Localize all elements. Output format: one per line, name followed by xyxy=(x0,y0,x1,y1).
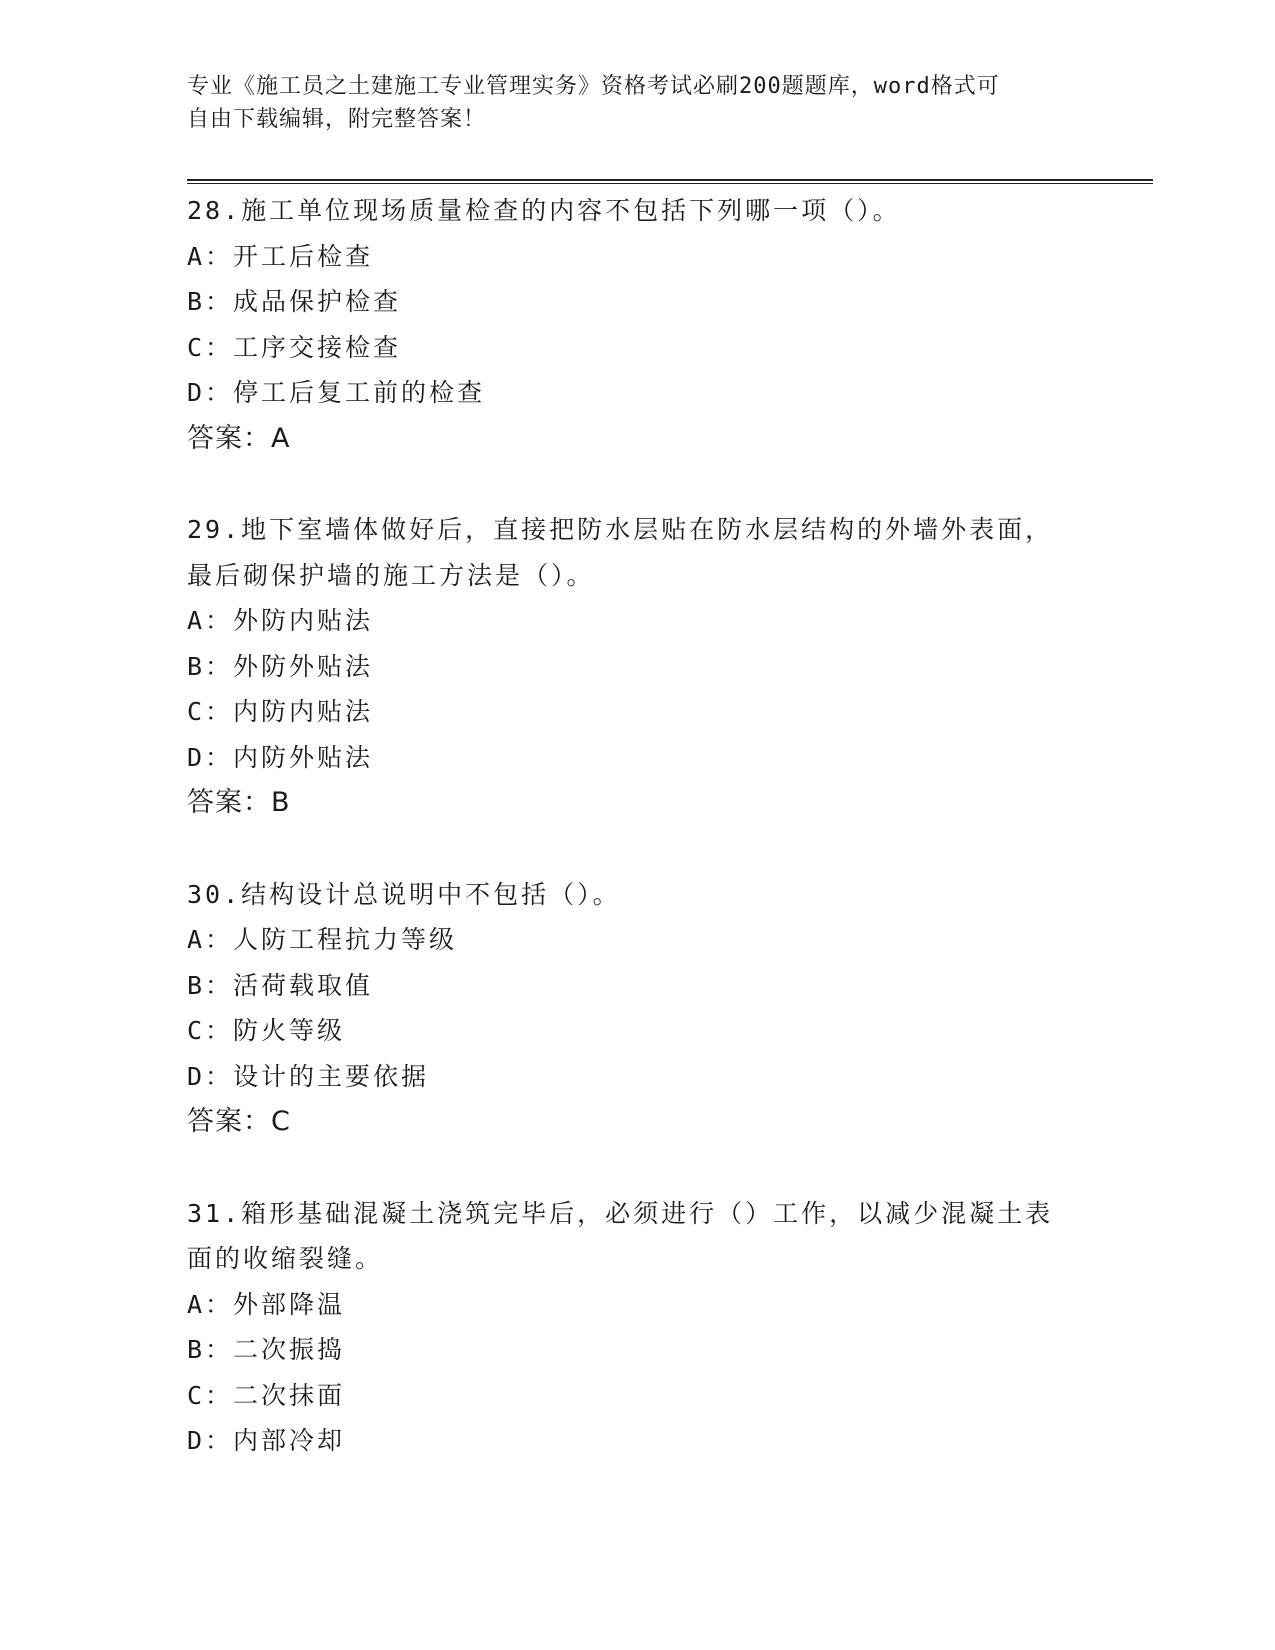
option-d: D：停工后复工前的检查 xyxy=(187,378,486,407)
option-c: C：工序交接检查 xyxy=(187,332,402,362)
question-list xyxy=(187,188,1087,1510)
option-b: B：成品保护检查 xyxy=(187,287,402,316)
question-stem: 30.结构设计总说明中不包括（）。 xyxy=(187,879,621,909)
option-a: A：外部降温 xyxy=(187,1289,346,1319)
header-line-1: 专业《施工员之土建施工专业管理实务》资格考试必刷200题题库，word格式可 xyxy=(187,74,1000,99)
question-30 xyxy=(187,872,1087,1145)
option-c: C：内防内贴法 xyxy=(187,697,374,726)
option-c: C：防火等级 xyxy=(187,1016,346,1045)
answer: 答案：A xyxy=(187,422,291,454)
question-stem: 29.地下室墙体做好后，直接把防水层贴在防水层结构的外墙外表面， xyxy=(187,515,1054,544)
question-31 xyxy=(187,1191,1087,1464)
document-header xyxy=(187,70,1087,136)
question-stem: 28.施工单位现场质量检查的内容不包括下列哪一项（）。 xyxy=(187,196,901,225)
option-d: D：内部冷却 xyxy=(187,1426,346,1455)
question-28 xyxy=(187,188,1087,461)
option-b: B：活荷载取值 xyxy=(187,970,374,1000)
option-c: C：二次抹面 xyxy=(187,1380,346,1410)
option-a: A：人防工程抗力等级 xyxy=(187,925,458,954)
header-divider-thick xyxy=(187,179,1153,181)
question-29 xyxy=(187,507,1087,826)
option-a: A：开工后检查 xyxy=(187,241,374,271)
answer: 答案：C xyxy=(187,1106,291,1137)
option-b: B：外防外贴法 xyxy=(187,651,374,681)
option-d: D：内防外贴法 xyxy=(187,742,374,772)
header-line-2: 自由下载编辑，附完整答案！ xyxy=(187,107,487,132)
question-stem-continued: 面的收缩裂缝。 xyxy=(187,1244,384,1273)
option-b: B：二次振捣 xyxy=(187,1335,346,1364)
question-stem-continued: 最后砌保护墙的施工方法是（）。 xyxy=(187,560,595,590)
option-d: D：设计的主要依据 xyxy=(187,1061,430,1091)
answer: 答案：B xyxy=(187,787,291,818)
header-divider-thin xyxy=(187,183,1153,184)
option-a: A：外防内贴法 xyxy=(187,606,374,635)
question-stem: 31.箱形基础混凝土浇筑完毕后，必须进行（）工作，以减少混凝土表 xyxy=(187,1198,1054,1228)
